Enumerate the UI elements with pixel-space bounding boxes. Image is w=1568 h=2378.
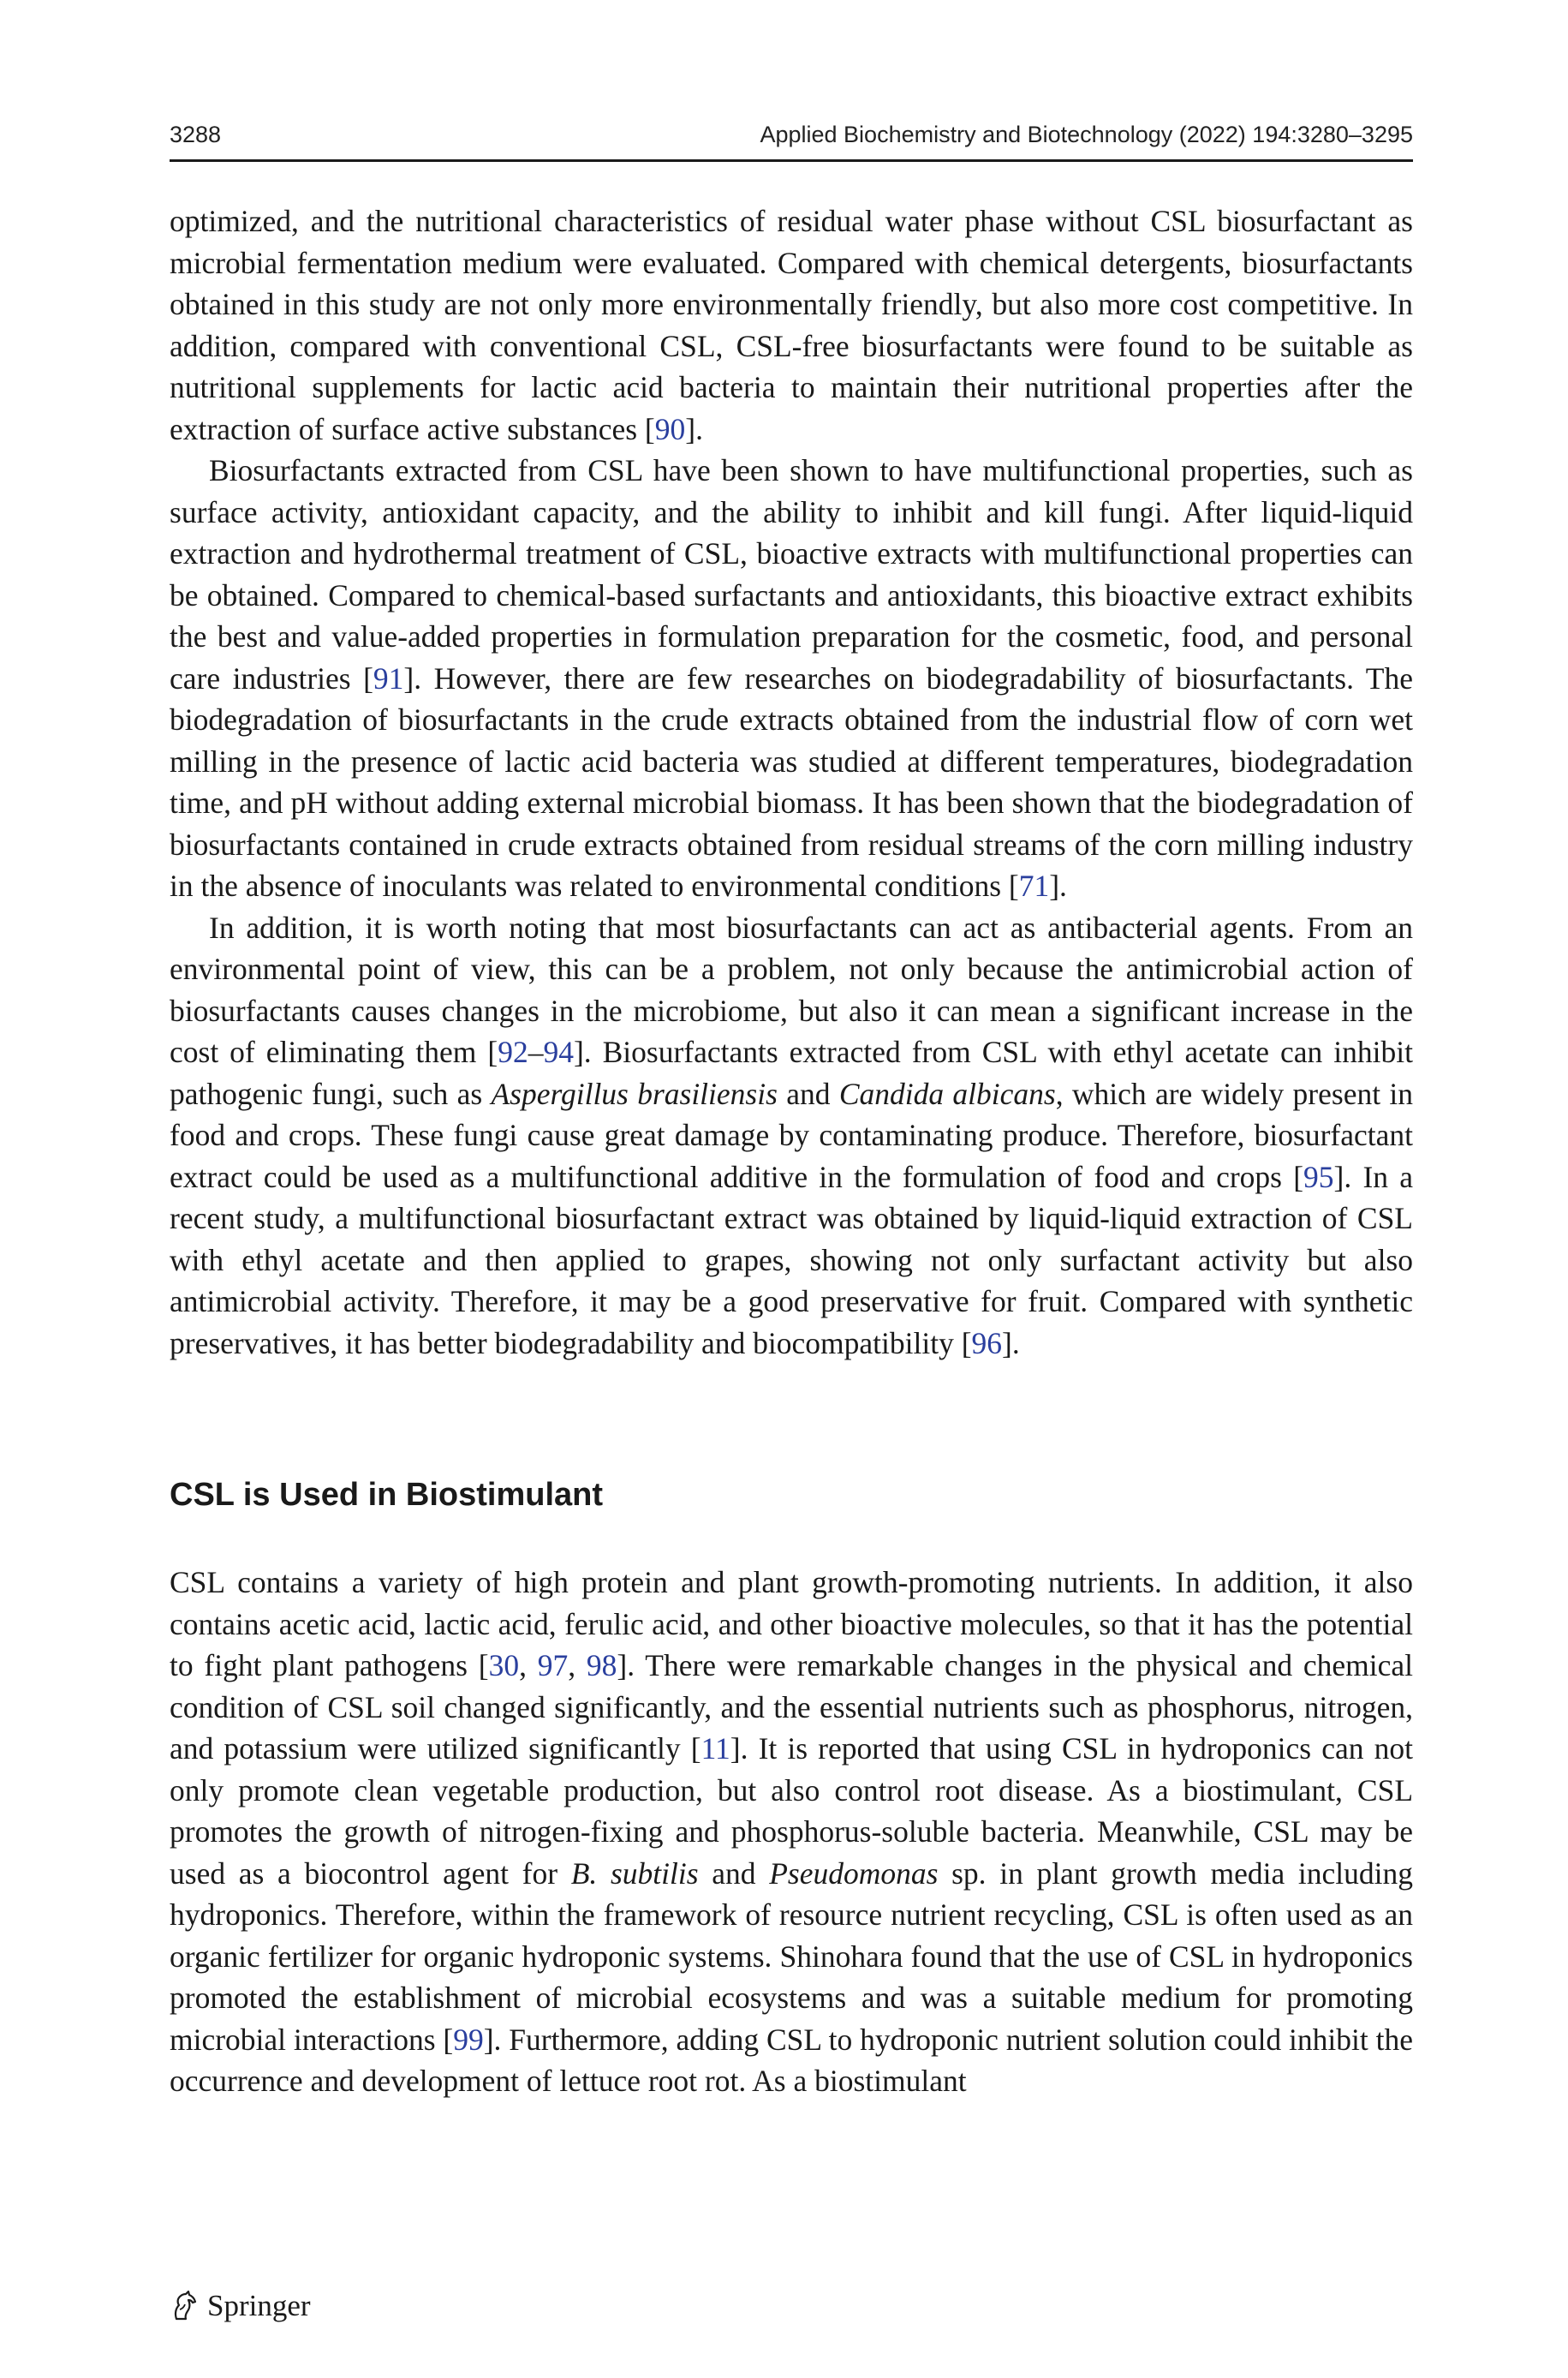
citation-link[interactable]: 71 bbox=[1018, 869, 1050, 903]
citation-link[interactable]: 97 bbox=[537, 1648, 569, 1682]
citation-link[interactable]: 98 bbox=[586, 1648, 617, 1682]
header-rule bbox=[170, 159, 1413, 162]
paragraph-4: CSL contains a variety of high protein and plant growth-promoting nutrients. In addition, it also contains acetic acid, lactic acid, ferulic acid, and other bioactive molecules, so that it has the potential to fight plant pathogens [30, 97, 98]. There were remarkable changes in the physical and chemical condition of CSL soil changed significantly, and the essential nutrients such as phosphorus, nitrogen, and potassium were utilized significantly [11]. It is reported that using CSL in hydroponics can not only promote clean vegetable production, but also control root disease. As a biostimulant, CSL promotes the growth of nitrogen-fixing and phosphorus-soluble bacteria. Meanwhile, CSL may be used as a biocontrol agent for B. subtilis and Pseudomonas sp. in plant growth media including hydroponics. Therefore, within the framework of resource nutrient recycling, CSL is often used as an organic fertilizer for organic hydroponic systems. Shinohara found that the use of CSL in hydroponics promoted the establishment of microbial ecosystems and was a suitable medium for promoting microbial interactions [99]. Furthermore, adding CSL to hydroponic nutrient solution could inhibit the occurrence and development of lettuce root rot. As a biostimulant bbox=[170, 1565, 1414, 2098]
citation-link[interactable]: 11 bbox=[701, 1731, 730, 1766]
citation-link[interactable]: 90 bbox=[654, 411, 686, 446]
paragraph-1: optimized, and the nutritional characteristics of residual water phase without CSL biosurfactant as microbial fermentation medium were evaluated. Compared with chemical detergents, biosurfactants obtained in this study are not only more environmentally friendly, but also more cost competitive. In addition, compared with conventional CSL, CSL-free biosurfactants were found to be suitable as nutritional supplements for lactic acid bacteria to maintain their nutritional properties after the extraction of surface active substances [90]. bbox=[170, 204, 1413, 446]
running-header bbox=[170, 118, 1413, 161]
page-number: 3288 bbox=[170, 122, 222, 147]
species-name: Candida albicans bbox=[838, 1076, 1056, 1111]
citation-link[interactable]: 95 bbox=[1303, 1159, 1334, 1194]
species-name: Pseudomonas bbox=[769, 1855, 939, 1891]
publisher-footer bbox=[170, 2285, 311, 2327]
citation-link[interactable]: 30 bbox=[488, 1648, 520, 1682]
citation-link[interactable]: 92 bbox=[498, 1035, 528, 1069]
paragraph-3: In addition, it is worth noting that most biosurfactants can act as antibacterial agents. From an environmental point of view, this can be a problem, not only because the antimicrobial action of biosurfactants causes changes in the microbiome, but also it can mean a significant increase in the cost of eliminating them [92–94]. Biosurfactants extracted from CSL with ethyl acetate can inhibit pathogenic fungi, such as Aspergillus brasiliensis and Candida albicans, which are widely present in food and crops. These fungi cause great damage by contaminating produce. Therefore, biosurfactant extract could be used as a multifunctional additive in the formulation of food and crops [95]. In a recent study, a multifunctional biosurfactant extract was obtained by liquid-liquid extraction of CSL with ethyl acetate and then applied to grapes, showing not only surfactant activity but also antimicrobial activity. Therefore, it may be a good preservative for fruit. Compared with synthetic preservatives, it has better biodegradability and biocompatibility [96]. bbox=[170, 910, 1413, 1360]
citation-link[interactable]: 91 bbox=[373, 660, 404, 696]
species-name: Aspergillus brasiliensis bbox=[491, 1076, 778, 1111]
paragraph-2: Biosurfactants extracted from CSL have been shown to have multifunctional properties, such as surface activity, antioxidant capacity, and the ability to inhibit and kill fungi. After liquid-liquid extraction and hydrothermal treatment of CSL, bioactive extracts with multifunctional properties can be obtained. Compared to chemical-based surfactants and antioxidants, this bioactive extract exhibits the best and value-added properties in formulation preparation for the cosmetic, food, and personal care industries [91]. However, there are few researches on biodegradability of biosurfactants. The biodegradation of biosurfactants in the crude extracts obtained from the industrial flow of corn wet milling in the presence of lactic acid bacteria was studied at different temperatures, biodegradation time, and pH without adding external microbial biomass. It has been shown that the biodegradation of biosurfactants contained in crude extracts obtained from residual streams of the corn milling industry in the absence of inoculants was related to environmental conditions [71]. bbox=[170, 453, 1413, 903]
citation-link[interactable]: 94 bbox=[543, 1035, 574, 1069]
section-heading: CSL is Used in Biostimulant bbox=[170, 1477, 604, 1513]
citation-link[interactable]: 96 bbox=[971, 1325, 1003, 1360]
article-body bbox=[170, 200, 1413, 2102]
springer-horse-icon bbox=[170, 2290, 199, 2322]
journal-citation: Applied Biochemistry and Biotechnology (2022) 194:3280–3295 bbox=[760, 122, 1413, 147]
publisher-name: Springer bbox=[207, 2289, 311, 2322]
species-name: B. subtilis bbox=[570, 1855, 699, 1891]
citation-link[interactable]: 99 bbox=[453, 2022, 484, 2057]
